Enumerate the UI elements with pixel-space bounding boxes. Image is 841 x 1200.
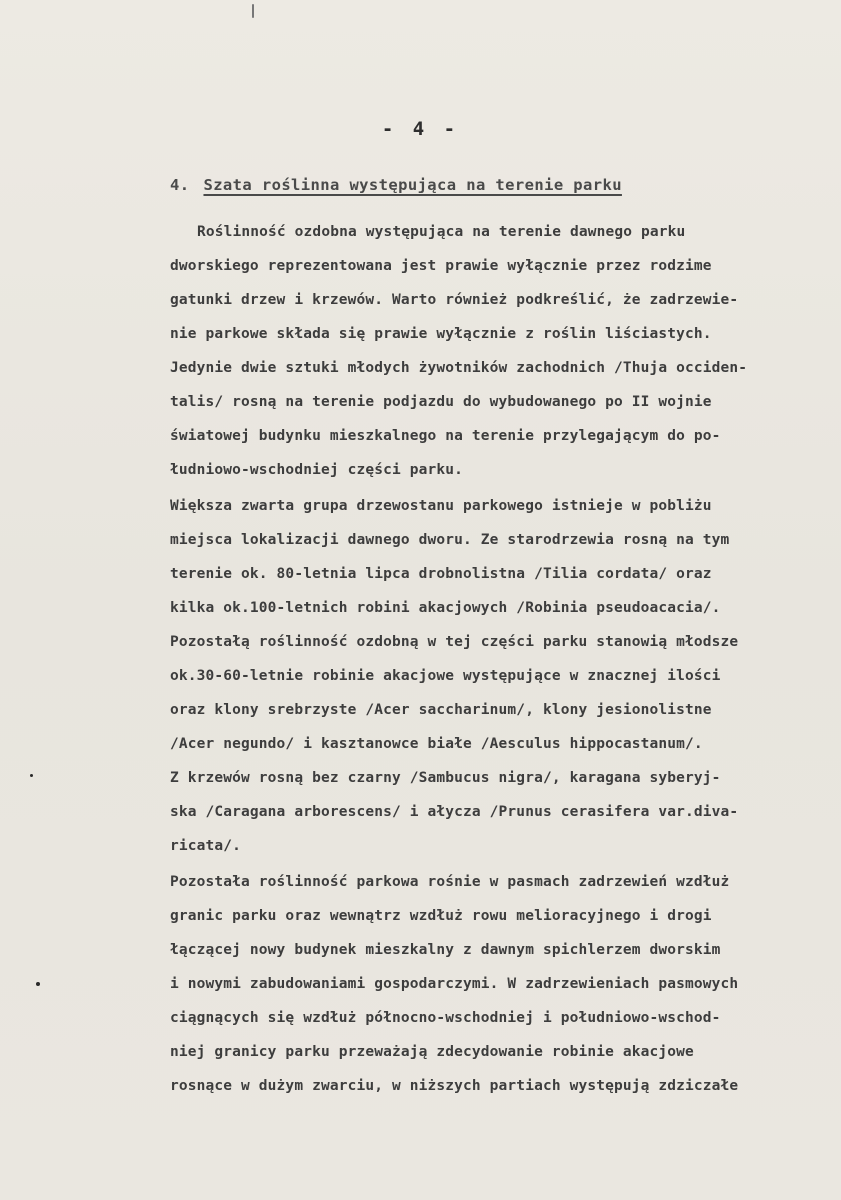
text-line: światowej budynku mieszkalnego na terenie przylegającym do po- — [170, 428, 721, 444]
text-line: łudniowo-wschodniej części parku. — [170, 462, 464, 478]
text-line: Większa zwarta grupa drzewostanu parkowego istnieje w pobliżu — [170, 498, 712, 514]
page-number: - 4 - — [381, 118, 460, 140]
text-line: Roślinność ozdobna występująca na terenie dawnego parku — [197, 224, 686, 240]
text-line: niej granicy parku przeważają zdecydowanie robinie akacjowe — [170, 1044, 694, 1060]
text-line: talis/ rosną na terenie podjazdu do wybudowanego po II wojnie — [170, 394, 712, 410]
text-line: rosnące w dużym zwarciu, w niższych partiach występują zdziczałe — [170, 1078, 739, 1094]
text-line: i nowymi zabudowaniami gospodarczymi. W zadrzewieniach pasmowych — [170, 976, 739, 992]
text-line: nie parkowe składa się prawie wyłącznie z roślin liściastych. — [170, 326, 712, 342]
text-line: miejsca lokalizacji dawnego dworu. Ze starodrzewia rosną na tym — [170, 532, 730, 548]
text-line: Pozostała roślinność parkowa rośnie w pasmach zadrzewień wzdłuż — [170, 874, 730, 890]
text-line: ciągnących się wzdłuż północno-wschodniej i południowo-wschod- — [170, 1010, 721, 1026]
text-line: ricata/. — [170, 838, 242, 854]
text-line: gatunki drzew i krzewów. Warto również podkreślić, że zadrzewie- — [170, 292, 739, 308]
text-line: terenie ok. 80-letnia lipca drobnolistna /Tilia cordata/ oraz — [170, 566, 712, 582]
text-line: Z krzewów rosną bez czarny /Sambucus nigra/, karagana syberyj- — [170, 770, 721, 786]
text-line: /Acer negundo/ i kasztanowce białe /Aesculus hippocastanum/. — [170, 736, 703, 752]
text-line: ska /Caragana arborescens/ i ałycza /Prunus cerasifera var.diva- — [170, 804, 739, 820]
text-line: łączącej nowy budynek mieszkalny z dawnym spichlerzem dworskim — [170, 942, 721, 958]
section-number: 4. — [170, 176, 190, 194]
text-line: granic parku oraz wewnątrz wzdłuż rowu melioracyjnego i drogi — [170, 908, 712, 924]
text-line: ok.30-60-letnie robinie akacjowe występujące w znacznej ilości — [170, 668, 721, 684]
text-line: dworskiego reprezentowana jest prawie wyłącznie przez rodzime — [170, 258, 712, 274]
text-line: Jedynie dwie sztuki młodych żywotników zachodnich /Thuja occiden- — [170, 360, 748, 376]
text-line: Pozostałą roślinność ozdobną w tej części parku stanowią młodsze — [170, 634, 739, 650]
section-title: Szata roślinna występująca na terenie parku — [203, 176, 622, 194]
text-line: oraz klony srebrzyste /Acer saccharinum/, klony jesionolistne — [170, 702, 712, 718]
text-line: kilka ok.100-letnich robini akacjowych /Robinia pseudoacacia/. — [170, 600, 721, 616]
